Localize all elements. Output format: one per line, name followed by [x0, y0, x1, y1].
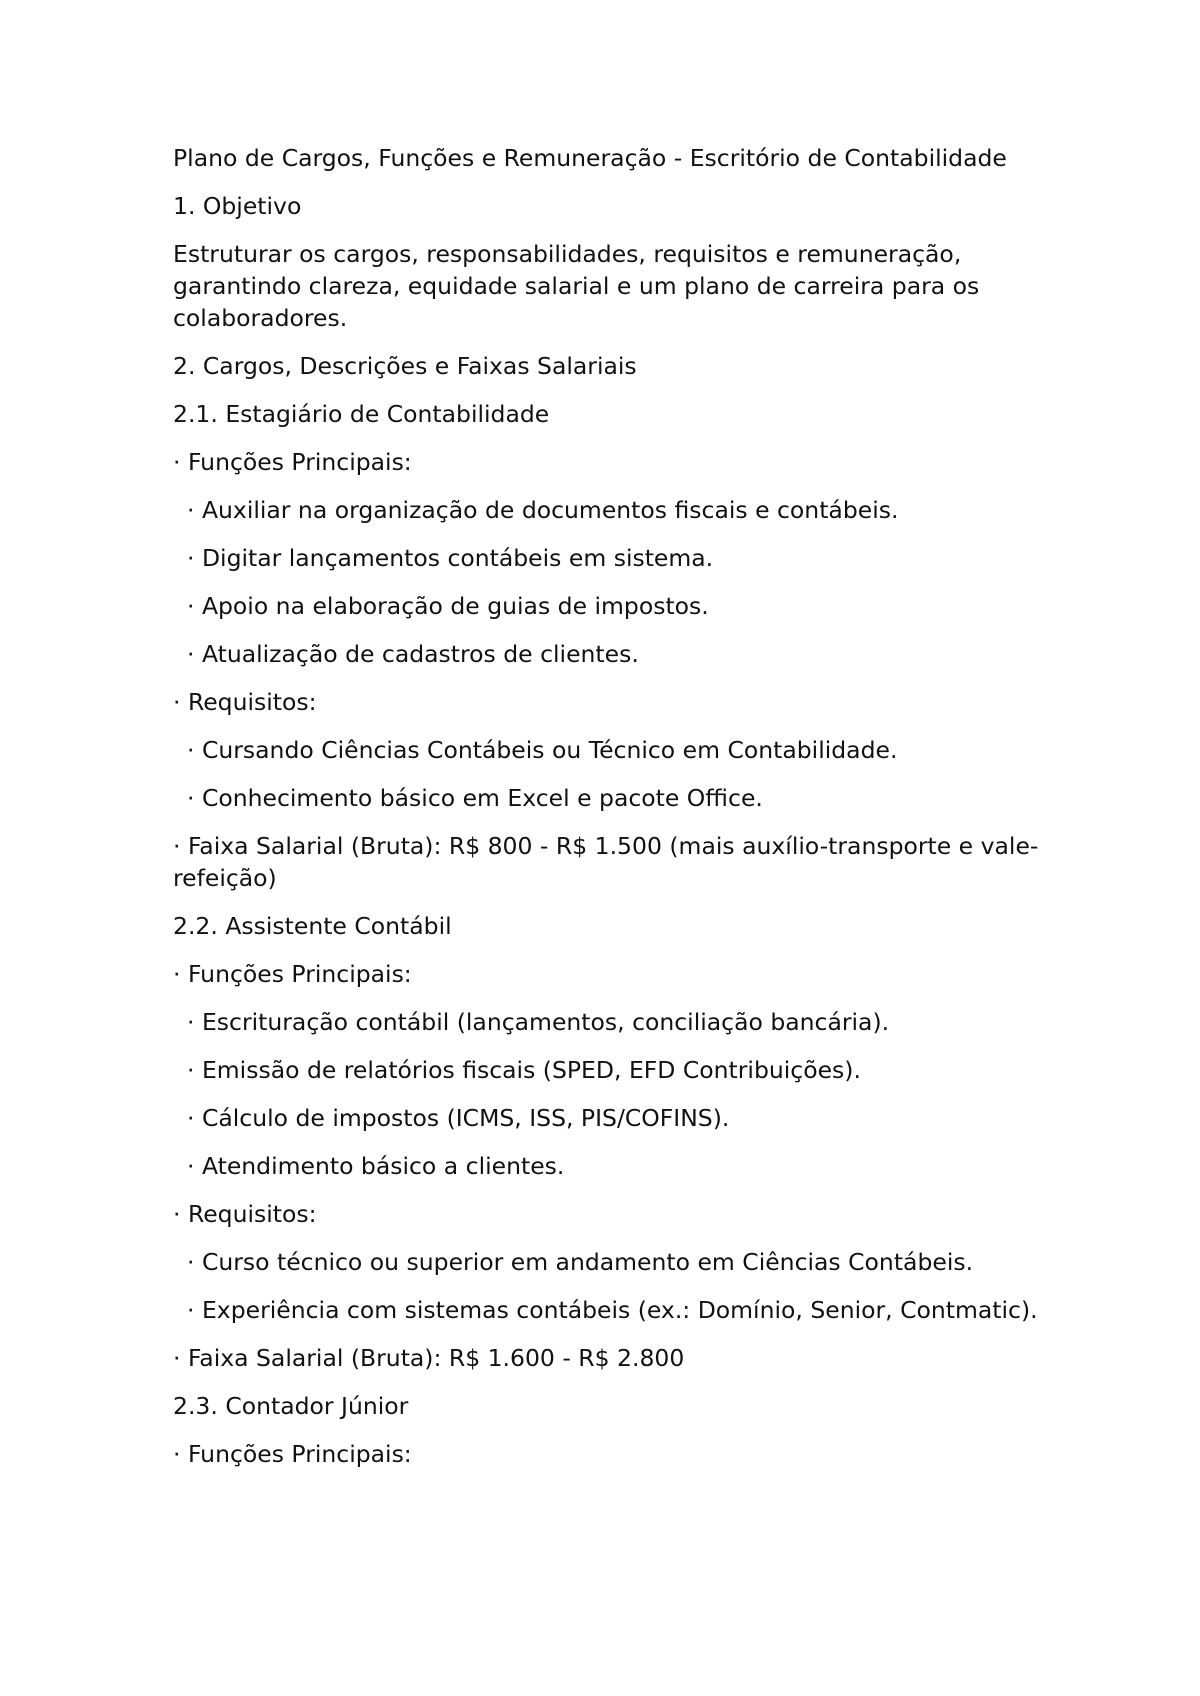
requirements-label: · Requisitos:	[173, 688, 317, 716]
role-heading-contador-junior: 2.3. Contador Júnior	[173, 1392, 409, 1420]
functions-label: · Funções Principais:	[173, 448, 412, 476]
functions-label: · Funções Principais:	[173, 1440, 412, 1468]
function-item: · Atualização de cadastros de clientes.	[187, 640, 639, 668]
function-item: · Digitar lançamentos contábeis em sistema.	[187, 544, 714, 572]
requirement-item: · Curso técnico ou superior em andamento em Ciências Contábeis.	[187, 1248, 974, 1276]
role-heading-assistente: 2.2. Assistente Contábil	[173, 912, 452, 940]
section-heading-objetivo: 1. Objetivo	[173, 192, 302, 220]
functions-label: · Funções Principais:	[173, 960, 412, 988]
function-item: · Auxiliar na organização de documentos fiscais e contábeis.	[187, 496, 899, 524]
requirements-label: · Requisitos:	[173, 1200, 317, 1228]
section-heading-cargos: 2. Cargos, Descrições e Faixas Salariais	[173, 352, 637, 380]
function-item: · Apoio na elaboração de guias de impostos.	[187, 592, 709, 620]
requirement-item: · Experiência com sistemas contábeis (ex.: Domínio, Senior, Contmatic).	[187, 1296, 1038, 1324]
role-heading-estagiario: 2.1. Estagiário de Contabilidade	[173, 400, 550, 428]
function-item: · Escrituração contábil (lançamentos, conciliação bancária).	[187, 1008, 890, 1036]
salary-range: · Faixa Salarial (Bruta): R$ 1.600 - R$ 2.800	[173, 1344, 685, 1372]
document-page	[173, 142, 1053, 1486]
requirement-item: · Conhecimento básico em Excel e pacote Office.	[187, 784, 763, 812]
salary-range: · Faixa Salarial (Bruta): R$ 800 - R$ 1.500 (mais auxílio-transporte e vale-refeição)	[173, 832, 1039, 892]
function-item: · Atendimento básico a clientes.	[187, 1152, 565, 1180]
document-title: Plano de Cargos, Funções e Remuneração - Escritório de Contabilidade	[173, 144, 1007, 172]
objetivo-text: Estruturar os cargos, responsabilidades, requisitos e remuneração, garantindo clareza, equidade salarial e um plano de carreira para os colaboradores.	[173, 240, 980, 332]
requirement-item: · Cursando Ciências Contábeis ou Técnico em Contabilidade.	[187, 736, 898, 764]
function-item: · Cálculo de impostos (ICMS, ISS, PIS/COFINS).	[187, 1104, 730, 1132]
function-item: · Emissão de relatórios fiscais (SPED, EFD Contribuições).	[187, 1056, 861, 1084]
